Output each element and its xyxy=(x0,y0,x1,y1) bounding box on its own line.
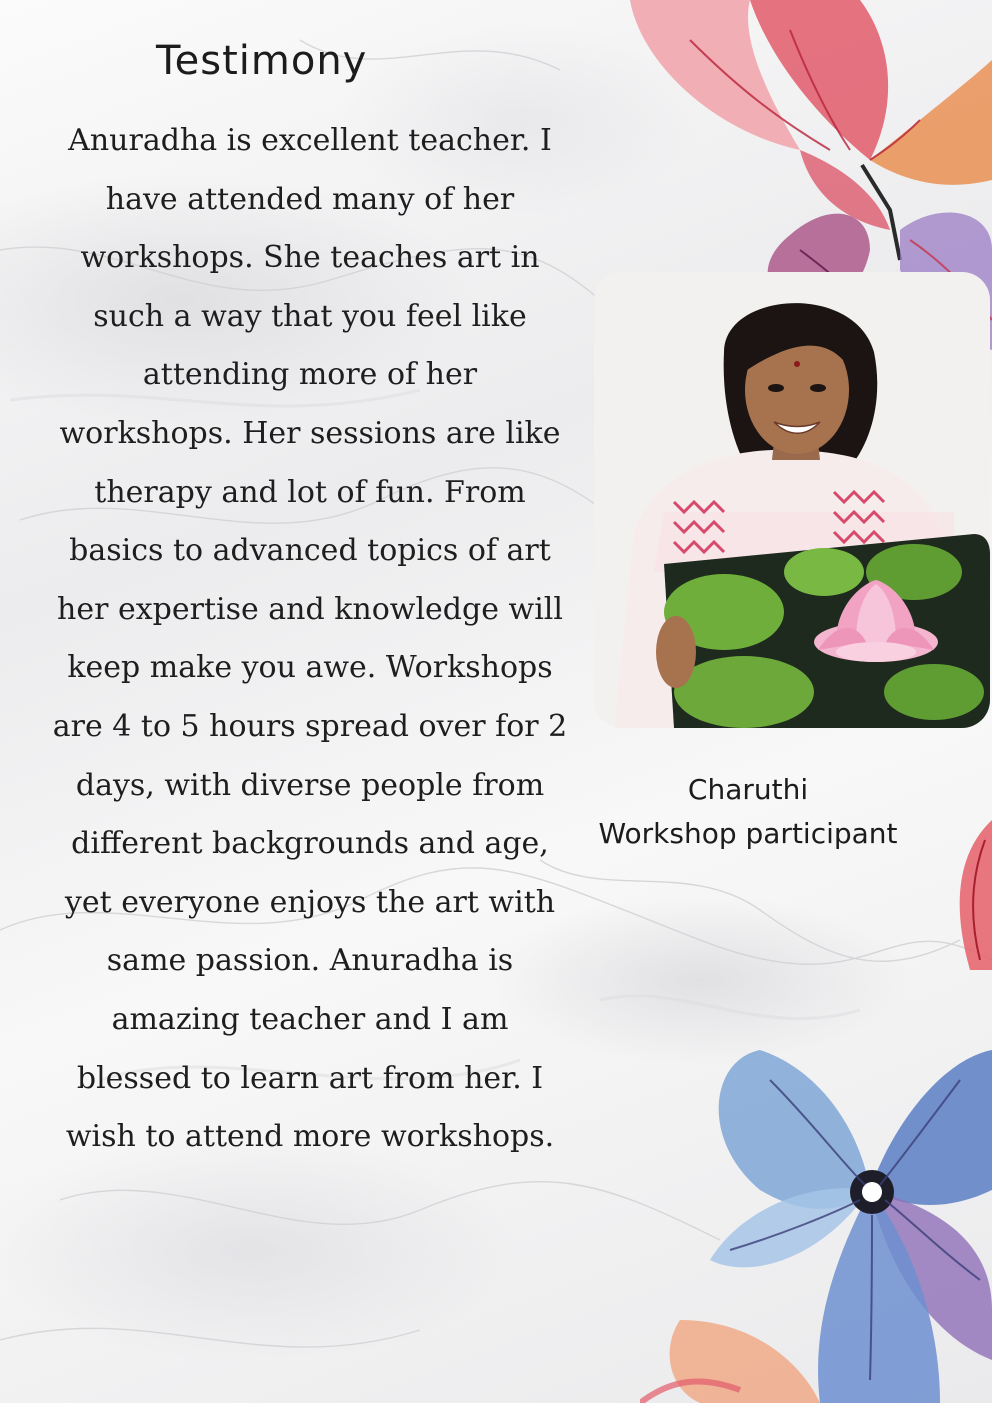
author-role: Workshop participant xyxy=(598,817,898,850)
testimonial-line: workshops. Her sessions are like xyxy=(59,415,561,451)
participant-photo-illustration xyxy=(594,272,990,728)
testimonial-line: workshops. She teaches art in xyxy=(80,240,540,276)
testimonial-line: Anuradha is excellent teacher. I xyxy=(68,123,552,158)
testimonial-line: are 4 to 5 hours spread over for 2 xyxy=(52,708,568,744)
testimonial-line: have attended many of her xyxy=(105,181,515,217)
author-caption xyxy=(560,768,936,856)
testimonial-line: same passion. Anuradha is xyxy=(106,943,514,979)
testimonial-line: wish to attend more workshops. xyxy=(65,1119,555,1155)
testimonial-line: such a way that you feel like xyxy=(93,298,527,334)
testimonial-line: blessed to learn art from her. I xyxy=(76,1060,544,1096)
blue-flower-illustration xyxy=(640,1020,992,1403)
testimonial-line: therapy and lot of fun. From xyxy=(94,474,526,510)
testimonial-line: days, with diverse people from xyxy=(75,767,545,803)
page-title: Testimony xyxy=(156,38,368,84)
testimonial-line: her expertise and knowledge will xyxy=(57,591,563,627)
testimonial-line: attending more of her xyxy=(142,357,478,393)
testimonial-text xyxy=(40,112,580,1167)
testimonial-line: different backgrounds and age, xyxy=(71,826,549,862)
testimonial-line: yet everyone enjoys the art with xyxy=(64,884,556,920)
testimonial-line: amazing teacher and I am xyxy=(111,1001,509,1037)
participant-photo xyxy=(594,272,990,728)
author-name: Charuthi xyxy=(687,773,809,806)
testimonial-line: basics to advanced topics of art xyxy=(69,533,551,569)
testimonial-line: keep make you awe. Workshops xyxy=(67,650,553,686)
red-petal-illustration xyxy=(940,820,992,970)
